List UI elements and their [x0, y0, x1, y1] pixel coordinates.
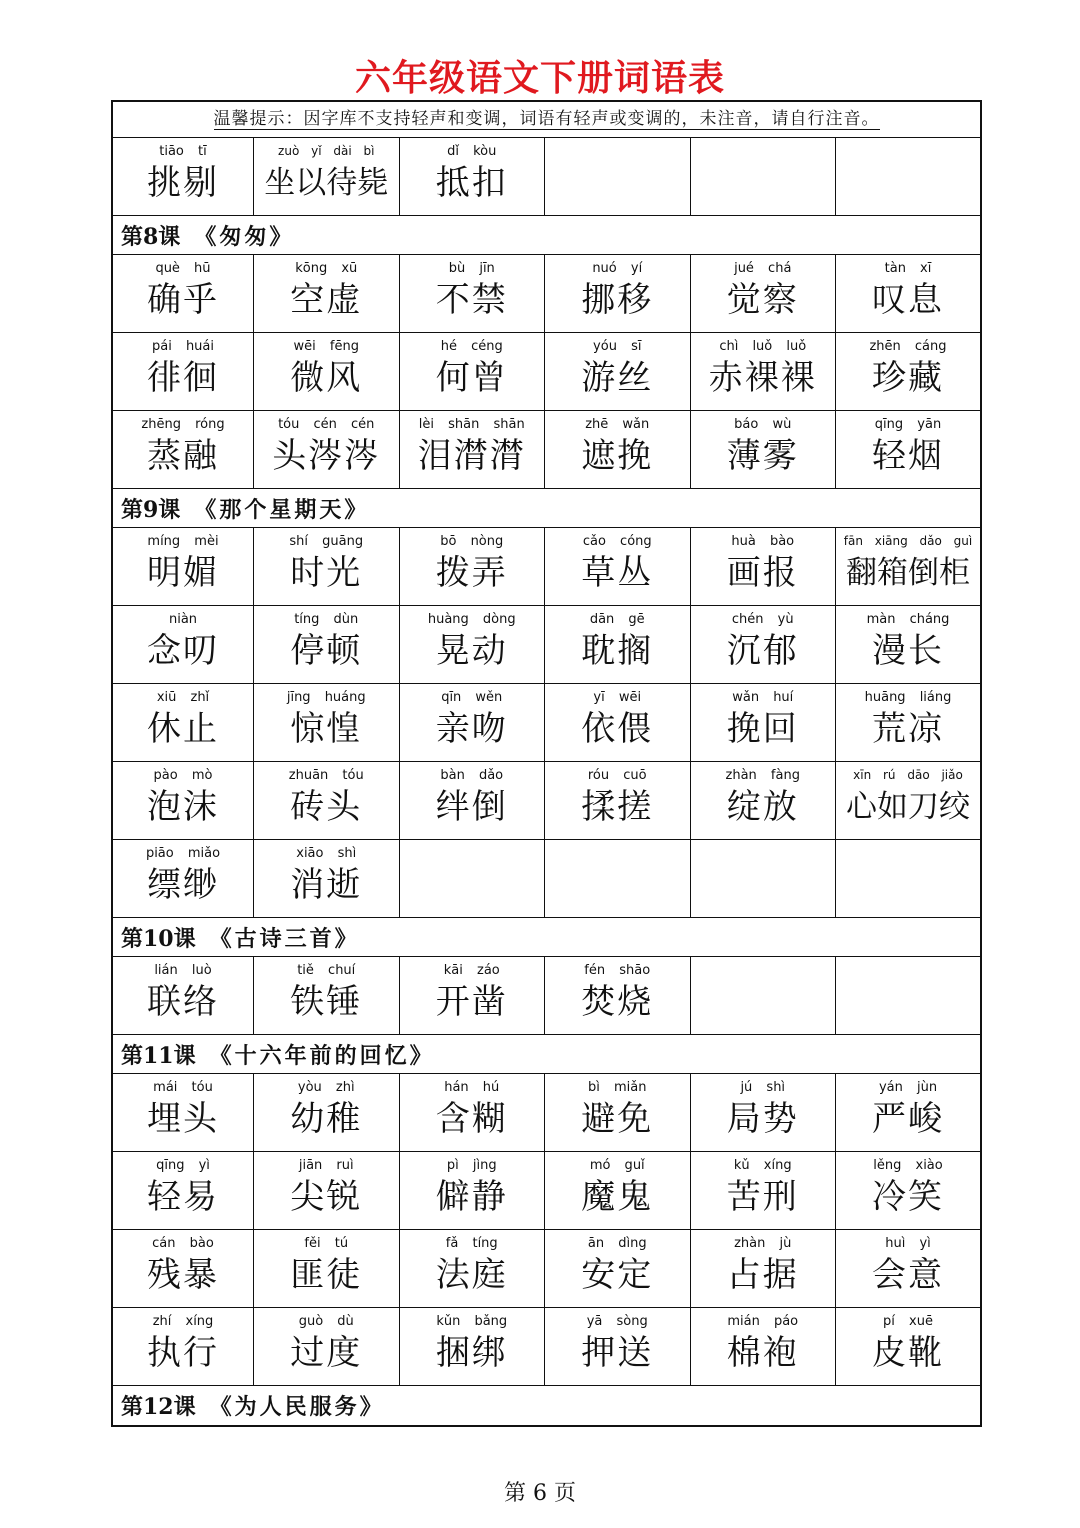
page-number: 第 6 页 [504, 1481, 576, 1506]
pinyin: jīng huáng [286, 690, 366, 705]
pinyin: qīng yān [874, 417, 942, 432]
pinyin: huì yì [885, 1236, 931, 1251]
pinyin: mái tóu [153, 1080, 213, 1095]
word-cell [400, 684, 546, 761]
word-cell [400, 138, 546, 215]
word-cell [254, 333, 400, 410]
word: 念叨 [147, 631, 219, 671]
pinyin: dǐ kòu [447, 144, 497, 159]
word: 焚烧 [581, 982, 654, 1022]
word-cell [254, 1152, 400, 1229]
pinyin: zhēn cáng [869, 339, 947, 354]
pinyin: zhí xíng [152, 1314, 214, 1329]
lesson-label: 第11课 [121, 1042, 196, 1069]
word-cell [400, 255, 546, 332]
word-cell [113, 684, 254, 761]
word: 捆绑 [435, 1333, 508, 1373]
pinyin: tiāo tī [159, 144, 207, 159]
word-cell [691, 606, 837, 683]
word-cell [113, 1230, 254, 1307]
empty-cell [691, 138, 837, 215]
word-cell [545, 255, 691, 332]
pinyin: kōng xū [295, 261, 358, 276]
word: 联络 [147, 982, 219, 1022]
pinyin: pái huái [151, 339, 215, 354]
word: 不禁 [435, 280, 508, 320]
word-cell [113, 411, 254, 488]
pinyin: dān gē [589, 612, 645, 627]
pinyin: shí guāng [289, 534, 364, 549]
pinyin: bì miǎn [588, 1080, 647, 1095]
word-cell [545, 333, 691, 410]
word-cell [113, 1152, 254, 1229]
tip-text: 温馨提示：因字库不支持轻声和变调，词语有轻声或变调的，未注音，请自行注音。 [213, 109, 880, 129]
word-cell [691, 1074, 837, 1151]
word-cell [836, 606, 980, 683]
word: 幼稚 [290, 1099, 363, 1139]
pinyin: bù jīn [448, 261, 495, 276]
word-cell [691, 762, 837, 839]
word-cell [691, 1308, 837, 1385]
word-cell [545, 411, 691, 488]
word-cell [254, 255, 400, 332]
word: 依偎 [581, 709, 654, 749]
pinyin: jiān ruì [298, 1158, 354, 1173]
word-cell [545, 528, 691, 605]
lesson-label: 第12课 [121, 1394, 196, 1420]
word-cell [545, 1308, 691, 1385]
word: 挑剔 [147, 163, 219, 203]
word: 轻易 [147, 1177, 219, 1217]
word-row [113, 1308, 980, 1386]
word-cell [545, 684, 691, 761]
word: 冷笑 [872, 1177, 944, 1217]
pinyin: zhēng róng [141, 417, 225, 432]
word: 轻烟 [872, 436, 944, 476]
word: 严峻 [872, 1099, 944, 1139]
pinyin: wǎn huí [732, 690, 794, 705]
lesson-label: 第8课 [121, 223, 181, 250]
pinyin: kǔn bǎng [436, 1314, 508, 1329]
word-cell [545, 606, 691, 683]
word: 耽搁 [581, 631, 654, 671]
word-cell [254, 528, 400, 605]
word: 徘徊 [147, 358, 219, 398]
pinyin: pì jìng [446, 1158, 497, 1173]
word: 抵扣 [435, 163, 508, 203]
word-cell [254, 138, 400, 215]
word: 僻静 [435, 1177, 508, 1217]
empty-cell [545, 840, 691, 917]
word-cell [113, 957, 254, 1034]
word: 觉察 [726, 280, 799, 320]
word-row [113, 684, 980, 762]
word: 遮挽 [581, 436, 654, 476]
word: 泪潸潸 [417, 436, 526, 476]
word: 拨弄 [435, 553, 508, 593]
word: 法庭 [435, 1255, 508, 1295]
word: 尖锐 [290, 1177, 363, 1217]
pinyin: yòu zhì [297, 1080, 355, 1095]
word-cell [113, 255, 254, 332]
lesson-header [113, 1035, 980, 1074]
word-row [113, 528, 980, 606]
word-cell [545, 957, 691, 1034]
lesson-title: 《匆匆》 [194, 223, 295, 250]
word: 漫长 [872, 631, 944, 671]
word-cell [254, 1308, 400, 1385]
word: 翻箱倒柜 [846, 555, 970, 591]
word-cell [400, 1308, 546, 1385]
word-cell [836, 762, 980, 839]
word-cell [254, 1230, 400, 1307]
empty-cell [545, 138, 691, 215]
word: 过度 [290, 1333, 363, 1373]
word-cell [836, 255, 980, 332]
empty-cell [691, 957, 837, 1034]
word: 埋头 [147, 1099, 219, 1139]
pinyin: yī wēi [593, 690, 642, 705]
pinyin: lèi shān shān [418, 417, 525, 432]
empty-cell [836, 138, 980, 215]
word-row [113, 411, 980, 489]
pinyin: fén shāo [584, 963, 651, 978]
word: 会意 [872, 1255, 944, 1295]
pinyin: huāng liáng [864, 690, 952, 705]
pinyin: yóu sī [593, 339, 642, 354]
word-cell [113, 1308, 254, 1385]
word: 惊惶 [290, 709, 363, 749]
word-cell [400, 606, 546, 683]
word: 皮靴 [872, 1333, 944, 1373]
word-cell [836, 333, 980, 410]
word: 避免 [581, 1099, 654, 1139]
pinyin: yā sòng [586, 1314, 648, 1329]
word-cell [254, 840, 400, 917]
lesson-label: 第9课 [121, 496, 181, 523]
pinyin: chì luǒ luǒ [719, 339, 807, 354]
word: 休止 [147, 709, 219, 749]
pinyin: fān xiāng dǎo guì [843, 534, 973, 548]
pinyin: huàng dòng [427, 612, 516, 627]
pinyin: lián luò [154, 963, 212, 978]
word-cell [254, 762, 400, 839]
word-row [113, 1074, 980, 1152]
word: 珍藏 [872, 358, 944, 398]
empty-cell [400, 840, 546, 917]
word-cell [691, 333, 837, 410]
word-cell [254, 411, 400, 488]
pinyin: xiū zhǐ [156, 690, 210, 705]
pinyin: pí xuē [883, 1314, 933, 1329]
pinyin: ān dìng [587, 1236, 647, 1251]
lesson-header [113, 216, 980, 255]
word: 棉袍 [726, 1333, 799, 1373]
empty-cell [691, 840, 837, 917]
word: 心如刀绞 [846, 789, 970, 825]
pinyin: lěng xiào [873, 1158, 943, 1173]
empty-cell [836, 840, 980, 917]
pinyin: tóu cén cén [278, 417, 375, 432]
pinyin: qīn wěn [441, 690, 503, 705]
word-cell [254, 684, 400, 761]
pinyin: niàn [168, 612, 198, 627]
word: 含糊 [435, 1099, 508, 1139]
word-cell [691, 684, 837, 761]
word: 叹息 [872, 280, 944, 320]
word-cell [400, 333, 546, 410]
word: 缥缈 [147, 865, 219, 905]
pinyin: mián páo [727, 1314, 799, 1329]
pinyin: xīn rú dāo jiǎo [853, 768, 963, 782]
pinyin: míng mèi [147, 534, 219, 549]
word: 揉搓 [581, 787, 654, 827]
word-row [113, 1152, 980, 1230]
pinyin: chén yù [731, 612, 794, 627]
word-cell [113, 762, 254, 839]
word: 挪移 [581, 280, 654, 320]
word-row [113, 957, 980, 1035]
word-cell [836, 528, 980, 605]
pinyin: jué chá [734, 261, 792, 276]
word-row [113, 333, 980, 411]
word: 执行 [147, 1333, 219, 1373]
pinyin: màn cháng [866, 612, 950, 627]
pinyin: nuó yí [592, 261, 643, 276]
pinyin: zhàn jù [734, 1236, 792, 1251]
word-row [113, 255, 980, 333]
word-cell [254, 606, 400, 683]
word-row [113, 606, 980, 684]
empty-cell [836, 957, 980, 1034]
pinyin: bō nòng [440, 534, 504, 549]
word-cell [691, 411, 837, 488]
pinyin: tàn xī [884, 261, 932, 276]
word-cell [545, 1152, 691, 1229]
word: 何曾 [435, 358, 508, 398]
word: 消逝 [290, 865, 363, 905]
word-row [113, 138, 980, 216]
word: 赤裸裸 [708, 358, 817, 398]
lesson-label: 第10课 [121, 925, 196, 952]
word-row [113, 840, 980, 918]
word-cell [400, 1074, 546, 1151]
word-cell [254, 957, 400, 1034]
pinyin: huà bào [731, 534, 795, 549]
word: 绊倒 [435, 787, 508, 827]
word: 残暴 [147, 1255, 219, 1295]
word-cell [400, 1152, 546, 1229]
word-cell [836, 1230, 980, 1307]
pinyin: yán jùn [878, 1080, 938, 1095]
lesson-title: 《古诗三首》 [209, 925, 360, 952]
pinyin: guò dù [298, 1314, 354, 1329]
word: 停顿 [290, 631, 363, 671]
word: 局势 [726, 1099, 799, 1139]
word-cell [545, 1230, 691, 1307]
word: 坐以待毙 [264, 165, 389, 201]
word: 挽回 [726, 709, 799, 749]
pinyin: cǎo cóng [582, 534, 652, 549]
pinyin: róu cuō [587, 768, 647, 783]
word-cell [691, 255, 837, 332]
word-cell [400, 957, 546, 1034]
word: 安定 [581, 1255, 654, 1295]
pinyin: hé céng [440, 339, 503, 354]
pinyin: tíng dùn [294, 612, 359, 627]
word: 押送 [581, 1333, 654, 1373]
word: 晃动 [435, 631, 508, 671]
word-cell [113, 333, 254, 410]
word: 铁锤 [290, 982, 363, 1022]
pinyin: piāo miǎo [145, 846, 221, 861]
word-cell [113, 138, 254, 215]
word-cell [400, 411, 546, 488]
pinyin: fěi tú [304, 1236, 349, 1251]
word-cell [691, 1230, 837, 1307]
word-cell [691, 528, 837, 605]
pinyin: zuò yǐ dài bì [278, 144, 375, 158]
word: 草丛 [581, 553, 654, 593]
word-cell [836, 1074, 980, 1151]
tip-row [113, 102, 980, 138]
word: 匪徒 [290, 1255, 363, 1295]
page-title: 六年级语文下册词语表 [354, 57, 725, 99]
lesson-title: 《那个星期天》 [194, 496, 370, 523]
word: 开凿 [435, 982, 508, 1022]
pinyin: tiě chuí [297, 963, 356, 978]
word-cell [836, 1152, 980, 1229]
word: 砖头 [290, 787, 363, 827]
lesson-title: 《为人民服务》 [209, 1394, 385, 1420]
word-cell [545, 762, 691, 839]
word-cell [113, 528, 254, 605]
pinyin: mó guǐ [589, 1158, 645, 1173]
lesson-title: 《十六年前的回忆》 [209, 1042, 435, 1069]
word-row [113, 762, 980, 840]
word: 占据 [726, 1255, 799, 1295]
pinyin: què hū [155, 261, 211, 276]
word-cell [400, 528, 546, 605]
word-cell [691, 1152, 837, 1229]
word: 沉郁 [726, 631, 799, 671]
word-cell [113, 1074, 254, 1151]
word: 确乎 [147, 280, 219, 320]
lesson-header [113, 489, 980, 528]
pinyin: báo wù [734, 417, 792, 432]
word: 头涔涔 [272, 436, 381, 476]
pinyin: kāi záo [443, 963, 500, 978]
pinyin: zhàn fàng [725, 768, 800, 783]
word: 微风 [290, 358, 363, 398]
vocabulary-table [111, 100, 982, 1427]
pinyin: wēi fēng [293, 339, 359, 354]
word-cell [836, 684, 980, 761]
word: 荒凉 [872, 709, 944, 749]
word-cell [836, 411, 980, 488]
pinyin: zhuān tóu [288, 768, 364, 783]
word: 泡沫 [147, 787, 219, 827]
pinyin: qīng yì [156, 1158, 210, 1173]
word: 魔鬼 [581, 1177, 654, 1217]
word: 画报 [726, 553, 799, 593]
word: 空虚 [290, 280, 363, 320]
pinyin: pào mò [153, 768, 213, 783]
word: 亲吻 [435, 709, 508, 749]
word-cell [400, 1230, 546, 1307]
pinyin: fǎ tíng [445, 1236, 498, 1251]
word-cell [113, 606, 254, 683]
pinyin: kǔ xíng [733, 1158, 792, 1173]
pinyin: hán hú [444, 1080, 500, 1095]
pinyin: bàn dǎo [440, 768, 504, 783]
word: 薄雾 [726, 436, 799, 476]
word: 时光 [290, 553, 363, 593]
lesson-header [113, 1386, 980, 1425]
lesson-header [113, 918, 980, 957]
pinyin: cán bào [152, 1236, 214, 1251]
word-cell [545, 1074, 691, 1151]
word: 蒸融 [147, 436, 219, 476]
word-row [113, 1230, 980, 1308]
word: 游丝 [581, 358, 654, 398]
word-cell [400, 762, 546, 839]
word-cell [836, 1308, 980, 1385]
word-cell [254, 1074, 400, 1151]
word: 绽放 [726, 787, 799, 827]
word: 明媚 [147, 553, 219, 593]
word-cell [113, 840, 254, 917]
pinyin: xiāo shì [296, 846, 357, 861]
pinyin: jú shì [740, 1080, 786, 1095]
word: 苦刑 [726, 1177, 799, 1217]
pinyin: zhē wǎn [585, 417, 650, 432]
